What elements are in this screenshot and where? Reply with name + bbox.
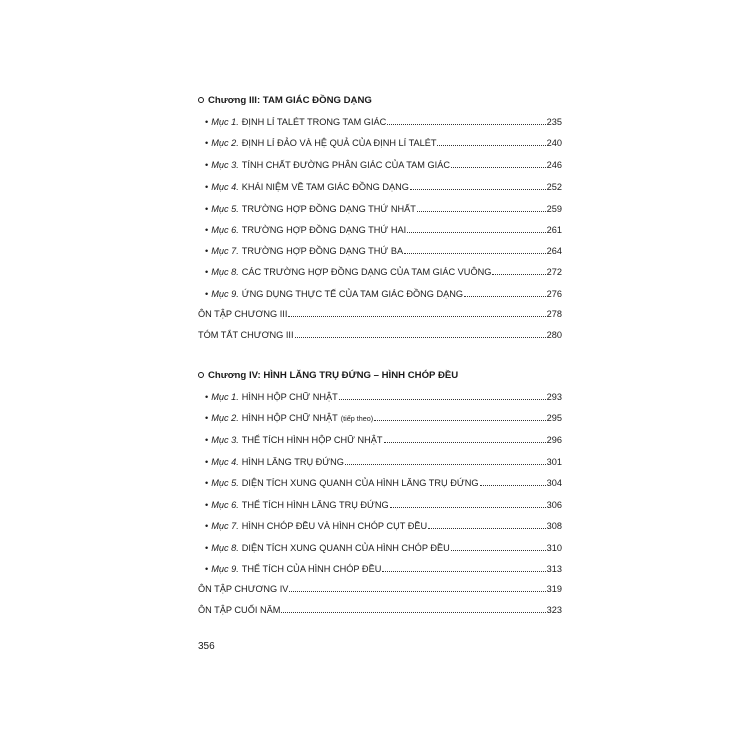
entry-title: CÁC TRƯỜNG HỢP ĐỒNG DẠNG CỦA TAM GIÁC VUÔNG [241, 267, 492, 277]
entry-title: ĐỊNH LÍ TALÉT TRONG TAM GIÁC [241, 117, 387, 127]
entry-title: HÌNH HỘP CHỮ NHẬT [241, 392, 338, 402]
entry-number: Mục 7. [211, 521, 239, 531]
dot-leader [410, 181, 546, 190]
entry-number: Mục 8. [211, 267, 239, 277]
toc-entry[interactable] [205, 116, 562, 128]
dot-leader [382, 563, 545, 572]
dot-leader [437, 137, 545, 146]
toc-entry[interactable] [205, 181, 562, 193]
entry-number: Mục 7. [211, 246, 239, 256]
dot-leader [417, 203, 546, 212]
chapter-heading [198, 95, 578, 106]
entry-page: 235 [546, 117, 562, 127]
toc-entry[interactable] [205, 288, 562, 300]
entry-bullet: • [205, 435, 209, 445]
entry-bullet: • [205, 564, 209, 574]
toc-entry[interactable] [205, 245, 562, 257]
entry-page: 272 [546, 267, 562, 277]
toc-entry[interactable] [205, 224, 562, 236]
dot-leader [428, 520, 546, 529]
entry-number: Mục 1. [211, 117, 239, 127]
entry-title: TRƯỜNG HỢP ĐỒNG DẠNG THỨ NHẤT [241, 204, 416, 214]
page-number: 356 [198, 641, 215, 652]
entry-page: 246 [546, 160, 562, 170]
entry-number: Mục 6. [211, 225, 239, 235]
entry-page: 259 [546, 204, 562, 214]
entry-page: 310 [546, 543, 562, 553]
entry-page: 280 [546, 330, 562, 340]
entry-title: THỂ TÍCH HÌNH HỘP CHỮ NHẬT [241, 435, 383, 445]
entry-title: THỂ TÍCH HÌNH LĂNG TRỤ ĐỨNG [241, 500, 389, 510]
dot-leader [374, 412, 546, 421]
entry-number: Mục 8. [211, 543, 239, 553]
entry-title: HÌNH LĂNG TRỤ ĐỨNG [241, 457, 344, 467]
entry-title: ÔN TẬP CUỐI NĂM [198, 605, 281, 615]
dot-leader [295, 329, 546, 338]
toc-entry[interactable] [205, 520, 562, 532]
dot-leader [339, 391, 546, 400]
chapter-heading-text: Chương III: TAM GIÁC ĐỒNG DẠNG [208, 95, 372, 106]
entry-page: 293 [546, 392, 562, 402]
entry-bullet: • [205, 204, 209, 214]
entry-page: 261 [546, 225, 562, 235]
circle-bullet-icon [198, 372, 204, 378]
entry-page: 264 [546, 246, 562, 256]
entry-page: 313 [546, 564, 562, 574]
entry-bullet: • [205, 117, 209, 127]
toc-entry[interactable] [205, 203, 562, 215]
entry-page: 295 [546, 413, 562, 423]
entry-number: Mục 4. [211, 457, 239, 467]
toc-entry[interactable] [198, 604, 562, 616]
entry-bullet: • [205, 160, 209, 170]
entry-title: DIỆN TÍCH XUNG QUANH CỦA HÌNH CHÓP ĐỀU [241, 543, 450, 553]
entry-title: TÓM TẮT CHƯƠNG III [198, 330, 294, 340]
entry-page: 306 [546, 500, 562, 510]
entry-number: Mục 2. [211, 138, 239, 148]
dot-leader [451, 159, 546, 168]
entry-bullet: • [205, 289, 209, 299]
dot-leader [407, 224, 546, 233]
entry-page: 252 [546, 182, 562, 192]
toc-entry[interactable] [205, 266, 562, 278]
entry-bullet: • [205, 138, 209, 148]
entry-title: TRƯỜNG HỢP ĐỒNG DẠNG THỨ HAI [241, 225, 407, 235]
entry-number: Mục 9. [211, 289, 239, 299]
circle-bullet-icon [198, 97, 204, 103]
toc-entry[interactable] [205, 456, 562, 468]
dot-leader [464, 288, 546, 297]
dot-leader [289, 583, 545, 592]
entry-number: Mục 4. [211, 182, 239, 192]
entry-bullet: • [205, 500, 209, 510]
toc-entry[interactable] [205, 477, 562, 489]
entry-page: 308 [546, 521, 562, 531]
entry-bullet: • [205, 457, 209, 467]
entry-bullet: • [205, 478, 209, 488]
toc-entry[interactable] [198, 583, 562, 595]
entry-page: 319 [546, 584, 562, 594]
entry-page: 296 [546, 435, 562, 445]
entry-title: HÌNH HỘP CHỮ NHẬT [241, 413, 338, 423]
entry-page: 278 [546, 309, 562, 319]
entry-number: Mục 3. [211, 435, 239, 445]
entry-bullet: • [205, 267, 209, 277]
chapter-heading [198, 370, 578, 381]
entry-page: 240 [546, 138, 562, 148]
entry-note: (tiếp theo) [340, 414, 374, 423]
entry-bullet: • [205, 543, 209, 553]
toc-entry[interactable] [205, 137, 562, 149]
toc-entry[interactable] [205, 391, 562, 403]
entry-number: Mục 3. [211, 160, 239, 170]
toc-entry[interactable] [205, 542, 562, 554]
entry-number: Mục 6. [211, 500, 239, 510]
entry-number: Mục 2. [211, 413, 239, 423]
entry-bullet: • [205, 521, 209, 531]
toc-entry[interactable] [205, 412, 562, 424]
dot-leader [390, 499, 546, 508]
dot-leader [288, 308, 545, 317]
entry-title: TRƯỜNG HỢP ĐỒNG DẠNG THỨ BA [241, 246, 404, 256]
entry-number: Mục 9. [211, 564, 239, 574]
entry-bullet: • [205, 392, 209, 402]
toc-entry[interactable] [205, 563, 562, 575]
entry-bullet: • [205, 182, 209, 192]
entry-title: ỨNG DỤNG THỰC TẾ CỦA TAM GIÁC ĐỒNG DẠNG [241, 289, 464, 299]
entry-number: Mục 5. [211, 478, 239, 488]
dot-leader [384, 434, 546, 443]
entry-title: KHÁI NIỆM VỀ TAM GIÁC ĐỒNG DẠNG [241, 182, 409, 192]
dot-leader [281, 604, 545, 613]
entry-title: TÍNH CHẤT ĐƯỜNG PHÂN GIÁC CỦA TAM GIÁC [241, 160, 450, 170]
entry-title: ÔN TẬP CHƯƠNG IV [198, 584, 289, 594]
entry-page: 301 [546, 457, 562, 467]
entry-title: ĐỊNH LÍ ĐẢO VÀ HỆ QUẢ CỦA ĐỊNH LÍ TALÉT [241, 138, 437, 148]
toc-entry[interactable] [198, 329, 562, 341]
entry-bullet: • [205, 225, 209, 235]
toc-entry[interactable] [205, 159, 562, 171]
chapter-heading-text: Chương IV: HÌNH LĂNG TRỤ ĐỨNG – HÌNH CHÓP ĐỀU [208, 370, 459, 381]
dot-leader [404, 245, 546, 254]
entry-title: ÔN TẬP CHƯƠNG III [198, 309, 288, 319]
toc-entry[interactable] [205, 499, 562, 511]
dot-leader [492, 266, 545, 275]
dot-leader [451, 542, 546, 551]
entry-page: 276 [546, 289, 562, 299]
dot-leader [345, 456, 546, 465]
dot-leader [480, 477, 546, 486]
entry-title: DIỆN TÍCH XUNG QUANH CỦA HÌNH LĂNG TRỤ ĐỨNG [241, 478, 479, 488]
toc-entry[interactable] [198, 308, 562, 320]
entry-number: Mục 5. [211, 204, 239, 214]
entry-page: 304 [546, 478, 562, 488]
entry-bullet: • [205, 413, 209, 423]
entry-bullet: • [205, 246, 209, 256]
entry-page: 323 [546, 605, 562, 615]
entry-number: Mục 1. [211, 392, 239, 402]
entry-title: THỂ TÍCH CỦA HÌNH CHÓP ĐỀU [241, 564, 382, 574]
toc-entry[interactable] [205, 434, 562, 446]
dot-leader [387, 116, 545, 125]
entry-title: HÌNH CHÓP ĐỀU VÀ HÌNH CHÓP CỤT ĐỀU [241, 521, 428, 531]
